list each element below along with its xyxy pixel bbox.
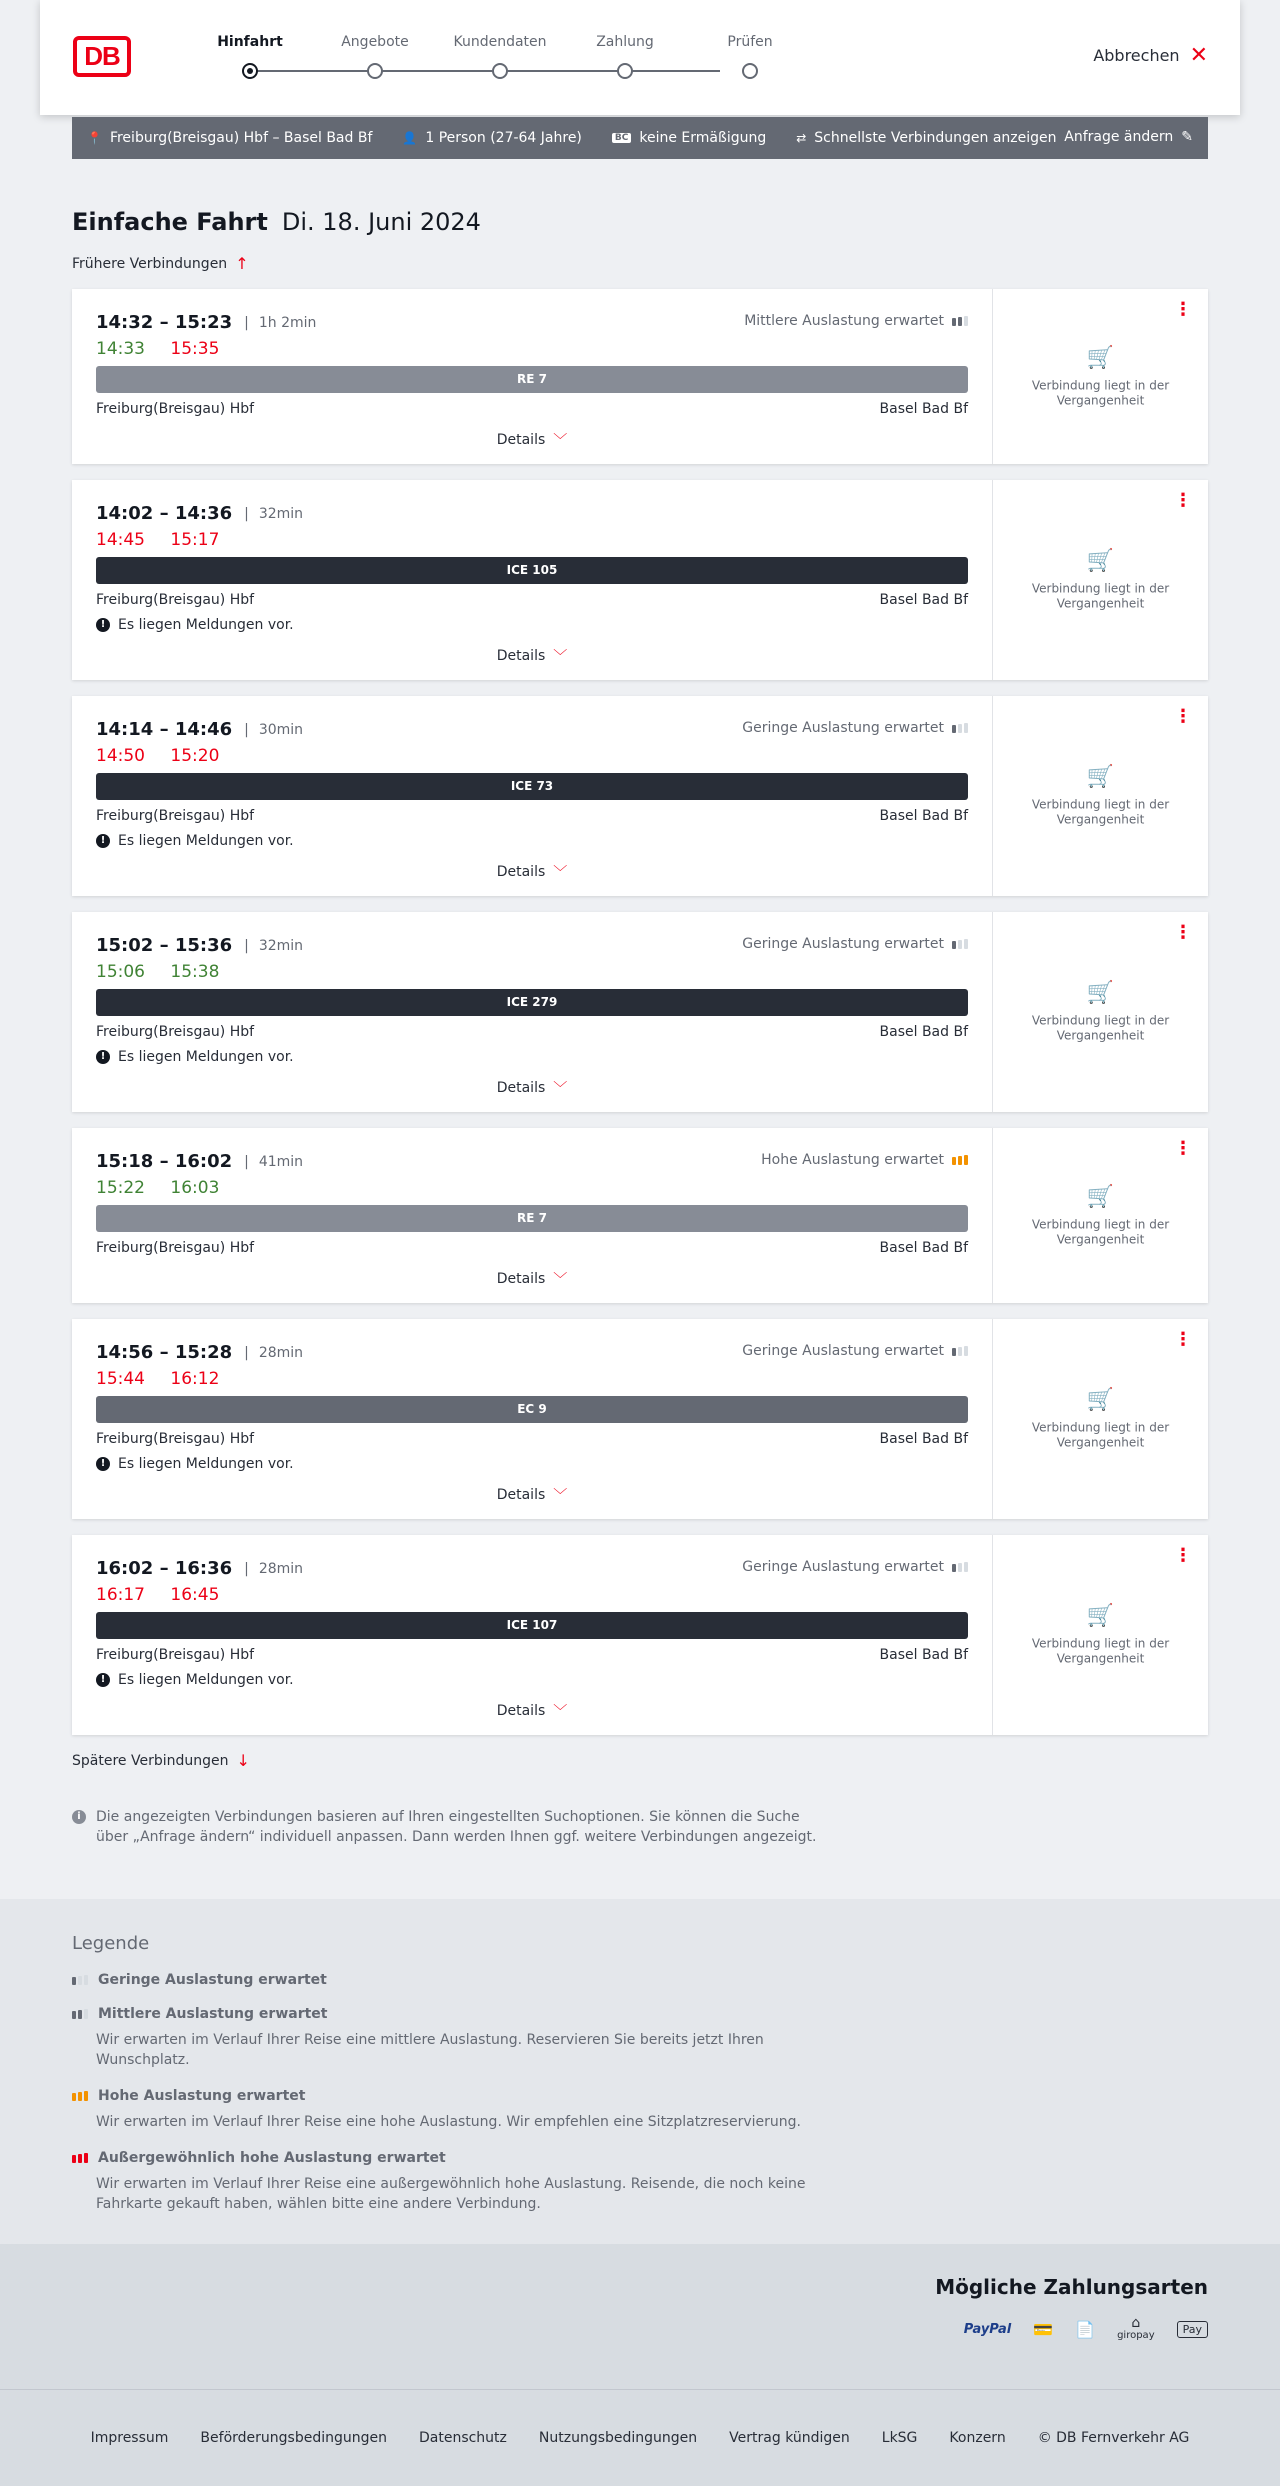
bahncard-icon: BC [612,133,631,143]
realtime-departure: 15:06 [96,962,145,982]
connection-info [72,1128,992,1303]
occupancy-indicator [742,936,968,952]
connection-card [72,1128,1208,1303]
realtime-departure: 14:33 [96,339,145,359]
realtime-arrival: 15:38 [170,962,220,982]
close-icon: ✕ [1189,42,1208,68]
realtime-arrival: 16:03 [170,1178,220,1198]
more-options-icon[interactable]: ⋮ [1174,299,1192,320]
footer-link[interactable]: © DB Fernverkehr AG [1037,2430,1190,2446]
chevron-down-icon: ﹀ [553,649,568,665]
payment-methods-section [0,2244,1280,2389]
occupancy-text: Geringe Auslastung erwartet [742,1343,944,1359]
location-pin-icon: 📍 [87,131,102,145]
high-occupancy-icon [952,1155,968,1165]
passenger-summary [402,130,582,146]
chevron-down-icon: ﹀ [553,1704,568,1720]
arrival-station: Basel Bad Bf [879,808,968,824]
realtime-row [96,1585,968,1605]
occupancy-indicator [742,1343,968,1359]
chevron-down-icon: ﹀ [553,1272,568,1288]
step-label: Kundendaten [453,34,547,50]
sepa-direct-debit-icon: 📄 [1075,2320,1096,2339]
arrival-station: Basel Bad Bf [879,592,968,608]
scheduled-times: 15:02 – 15:36 [96,935,233,956]
realtime-arrival: 16:12 [170,1369,220,1389]
cancel-label: Abbrechen [1093,46,1180,65]
connection-card [72,696,1208,896]
chevron-down-icon: ﹀ [553,433,568,449]
step-label: Angebote [341,34,409,50]
discount-text: keine Ermäßigung [639,130,767,146]
departure-station: Freiburg(Breisgau) Hbf [96,1240,255,1256]
more-options-icon[interactable]: ⋮ [1174,922,1192,943]
separator: | [244,1153,249,1170]
realtime-row [96,1369,968,1389]
travel-duration: 28min [258,1344,304,1361]
legend-item-title-row [72,2150,1208,2166]
connection-card [72,1535,1208,1735]
occupancy-text: Geringe Auslastung erwartet [742,936,944,952]
separator: | [244,721,249,738]
past-connection-notice [993,765,1208,828]
apple-pay-label: Pay [1182,2323,1202,2336]
arrival-station: Basel Bad Bf [879,1647,968,1663]
low-occupancy-icon [952,723,968,733]
past-connection-notice [993,549,1208,612]
travel-duration: 1h 2min [258,314,317,331]
step-dot [492,63,508,79]
train-bar[interactable]: ICE 105 [96,557,968,584]
disruption-message [96,617,968,633]
details-toggle[interactable] [96,1078,968,1098]
search-option-summary [796,130,1056,146]
connection-list [72,289,1208,1735]
separator: | [244,314,249,331]
step-dot [367,63,383,79]
realtime-row [96,962,968,982]
past-connection-notice [993,1604,1208,1667]
alert-icon: ! [96,1457,110,1471]
cart-disabled-icon: 🛒 [1086,345,1115,370]
details-toggle[interactable] [96,646,968,666]
scheduled-times: 14:14 – 14:46 [96,719,233,740]
earlier-connections-label: Frühere Verbindungen [72,255,228,272]
change-request-button[interactable] [1064,129,1193,145]
stations-row [96,592,968,608]
footer-link[interactable]: Impressum [90,2430,169,2446]
occupancy-indicator [744,313,968,329]
realtime-arrival: 16:45 [170,1585,220,1605]
departure-station: Freiburg(Breisgau) Hbf [96,808,255,824]
message-text: Es liegen Meldungen vor. [118,617,294,633]
chevron-down-icon: ﹀ [553,865,568,881]
connection-info [72,696,992,896]
legend-section [0,1899,1280,2244]
low-occupancy-icon [72,1975,88,1985]
footer-link[interactable]: Beförderungsbedingungen [200,2430,387,2446]
change-request-label: Anfrage ändern [1064,129,1174,145]
booking-panel [992,912,1208,1112]
occupancy-text: Hohe Auslastung erwartet [761,1152,944,1168]
alert-icon: ! [96,834,110,848]
high-occupancy-icon [72,2091,88,2101]
step-zahlung [575,34,675,79]
cancel-button[interactable] [1093,42,1208,68]
departure-station: Freiburg(Breisgau) Hbf [96,592,255,608]
past-connection-text: Verbindung liegt in der Vergangenheit [1031,1013,1170,1043]
departure-station: Freiburg(Breisgau) Hbf [96,1024,255,1040]
paypal-icon: PayPal [963,2322,1012,2337]
header [40,0,1240,115]
legend-title: Legende [72,1933,150,1954]
travel-duration: 30min [258,721,304,738]
past-connection-notice [993,345,1208,408]
realtime-arrival: 15:35 [170,339,220,359]
info-text: Die angezeigten Verbindungen basieren auf Ihren eingestellten Suchoptionen. Sie können die Suche über „Anfrage ändern“ individuell anpassen. Dann werden Ihnen ggf. weitere Verbindungen angezeigt. [96,1809,817,1845]
legend-item-title: Außergewöhnlich hohe Auslastung erwartet [98,2150,446,2166]
medium-occupancy-icon [952,316,968,326]
chevron-down-icon: ﹀ [553,1081,568,1097]
train-bar[interactable]: ICE 73 [96,773,968,800]
realtime-departure: 15:22 [96,1178,145,1198]
legend-item-title: Geringe Auslastung erwartet [98,1972,327,1988]
more-options-icon[interactable]: ⋮ [1174,1138,1192,1159]
train-bar[interactable]: RE 7 [96,366,968,393]
page-title: Einfache Fahrt [72,208,268,236]
details-toggle[interactable] [96,1701,968,1721]
later-connections-link[interactable] [72,1751,250,1770]
cart-disabled-icon: 🛒 [1086,1387,1115,1413]
past-connection-text: Verbindung liegt in der Vergangenheit [1031,1420,1170,1450]
legend-list [72,1972,1208,2214]
page-title-row [72,208,1208,236]
details-label: Details [496,1271,546,1287]
details-label: Details [496,1080,546,1096]
departure-station: Freiburg(Breisgau) Hbf [96,1431,255,1447]
message-text: Es liegen Meldungen vor. [118,833,294,849]
route-text: Freiburg(Breisgau) Hbf – Basel Bad Bf [109,130,373,146]
train-bar[interactable]: EC 9 [96,1396,968,1423]
search-option-text: Schnellste Verbindungen anzeigen [814,130,1057,146]
arrival-station: Basel Bad Bf [879,1240,968,1256]
details-toggle[interactable] [96,430,968,450]
legend-item [72,2150,1208,2214]
stations-row [96,1240,968,1256]
arrow-down-icon: ↓ [236,1751,250,1770]
details-toggle[interactable] [96,1269,968,1289]
details-label: Details [496,1487,546,1503]
booking-panel [992,1319,1208,1519]
connection-info [72,1319,992,1519]
travel-date: Di. 18. Juni 2024 [281,208,481,236]
realtime-row [96,530,968,550]
connection-card [72,480,1208,680]
booking-panel [992,480,1208,680]
separator: | [244,937,249,954]
details-label: Details [496,432,546,448]
stations-row [96,1647,968,1663]
details-label: Details [496,648,546,664]
footer-link[interactable]: Vertrag kündigen [729,2430,850,2446]
details-toggle[interactable] [96,862,968,882]
connection-info [72,1535,992,1735]
step-dot [742,63,758,79]
step-label: Prüfen [727,34,773,50]
disruption-message [96,1049,968,1065]
legend-item-title-row [72,2006,1208,2022]
person-icon: 👤 [402,131,418,145]
legend-item-description: Wir erwarten im Verlauf Ihrer Reise eine außergewöhnlich hohe Auslastung. Reisende, die noch keine Fahrkarte gekauft haben, wählen bitte eine andere Verbindung. [96,2176,806,2212]
later-connections-label: Spätere Verbindungen [72,1752,229,1769]
exceptional-occupancy-icon [72,2153,88,2163]
past-connection-notice [993,1184,1208,1247]
train-bar[interactable]: RE 7 [96,1205,968,1232]
stations-row [96,808,968,824]
occupancy-indicator [742,720,968,736]
step-pruefen [700,34,800,79]
separator: | [244,1344,249,1361]
stations-row [96,401,968,417]
departure-station: Freiburg(Breisgau) Hbf [96,1647,255,1663]
legend-item [72,2088,1208,2132]
legend-item-description: Wir erwarten im Verlauf Ihrer Reise eine hohe Auslastung. Wir empfehlen eine Sitzplatzreservierung. [96,2114,801,2130]
connection-info [72,480,992,680]
cart-disabled-icon: 🛒 [1086,764,1115,790]
main-content [0,208,1280,1847]
step-dot [242,63,258,79]
past-connection-notice [993,1388,1208,1451]
pencil-icon: ✎ [1181,129,1193,145]
payment-methods-row [963,2315,1208,2341]
apple-pay-icon [1177,2321,1208,2338]
chevron-down-icon: ﹀ [553,1488,568,1504]
realtime-departure: 16:17 [96,1585,145,1605]
legend-item-title: Hohe Auslastung erwartet [98,2088,306,2104]
info-note [72,1807,832,1847]
booking-panel [992,696,1208,896]
details-toggle[interactable] [96,1485,968,1505]
message-text: Es liegen Meldungen vor. [118,1672,294,1688]
disruption-message [96,1456,968,1472]
departure-station: Freiburg(Breisgau) Hbf [96,401,255,417]
top-bar [0,0,1280,145]
occupancy-indicator [742,1559,968,1575]
connection-card [72,1319,1208,1519]
realtime-row [96,339,968,359]
realtime-departure: 14:45 [96,530,145,550]
realtime-arrival: 15:17 [170,530,220,550]
step-kundendaten [450,34,550,79]
disruption-message [96,1672,968,1688]
more-options-icon[interactable]: ⋮ [1174,706,1192,727]
message-text: Es liegen Meldungen vor. [118,1049,294,1065]
giropay-label: giropay [1117,2330,1155,2341]
more-options-icon[interactable]: ⋮ [1174,1545,1192,1566]
details-label: Details [496,1703,546,1719]
legend-item [72,2006,1208,2070]
train-bar[interactable]: ICE 279 [96,989,968,1016]
route-summary [87,130,372,146]
giropay-icon: ⌂ giropay [1117,2315,1155,2341]
past-connection-text: Verbindung liegt in der Vergangenheit [1031,581,1170,611]
connection-card [72,912,1208,1112]
occupancy-indicator [761,1152,968,1168]
swap-arrows-icon: ⇄ [796,131,807,145]
footer-link[interactable]: LkSG [881,2430,918,2446]
scheduled-times: 14:56 – 15:28 [96,1342,233,1363]
travel-duration: 32min [258,505,304,522]
legend-item [72,1972,1208,1988]
connection-info [72,912,992,1112]
disruption-message [96,833,968,849]
separator: | [244,505,249,522]
stations-row [96,1024,968,1040]
low-occupancy-icon [952,1562,968,1572]
past-connection-text: Verbindung liegt in der Vergangenheit [1031,378,1170,407]
payment-methods-title: Mögliche Zahlungsarten [935,2275,1208,2299]
passenger-text: 1 Person (27-64 Jahre) [425,130,582,146]
footer [0,2389,1280,2486]
footer-link[interactable]: Konzern [949,2430,1006,2446]
low-occupancy-icon [952,1346,968,1356]
details-label: Details [496,864,546,880]
discount-summary [612,130,766,146]
occupancy-text: Geringe Auslastung erwartet [742,720,944,736]
db-logo[interactable]: DB [73,36,131,77]
schedule-row [96,503,968,524]
realtime-row [96,746,968,766]
cart-disabled-icon: 🛒 [1086,548,1115,574]
credit-card-icon: 💳 [1033,2320,1054,2339]
legend-item-title-row [72,2088,1208,2104]
alert-icon: ! [96,1050,110,1064]
realtime-departure: 15:44 [96,1369,145,1389]
step-label: Hinfahrt [217,34,283,50]
more-options-icon[interactable]: ⋮ [1174,490,1192,511]
occupancy-text: Mittlere Auslastung erwartet [744,313,944,329]
earlier-connections-link[interactable] [72,254,249,273]
footer-link[interactable]: Nutzungsbedingungen [538,2430,698,2446]
booking-progress [210,34,773,84]
legend-item-title-row [72,1972,1208,1988]
booking-panel [992,1128,1208,1303]
arrow-up-icon: ↑ [235,254,249,273]
low-occupancy-icon [952,939,968,949]
past-connection-text: Verbindung liegt in der Vergangenheit [1031,1636,1170,1666]
step-dot [617,63,633,79]
booking-panel [992,1535,1208,1735]
occupancy-text: Geringe Auslastung erwartet [742,1559,944,1575]
stations-row [96,1431,968,1447]
scheduled-times: 15:18 – 16:02 [96,1151,233,1172]
past-connection-notice [993,981,1208,1044]
step-label: Zahlung [596,34,654,50]
connection-card [72,289,1208,464]
cart-disabled-icon: 🛒 [1086,980,1115,1006]
travel-duration: 32min [258,937,304,954]
booking-panel [992,289,1208,464]
message-text: Es liegen Meldungen vor. [118,1456,294,1472]
separator: | [244,1560,249,1577]
arrival-station: Basel Bad Bf [879,1431,968,1447]
search-summary-bar [72,117,1208,159]
past-connection-text: Verbindung liegt in der Vergangenheit [1031,1217,1170,1246]
realtime-row [96,1178,968,1198]
cart-disabled-icon: 🛒 [1086,1603,1115,1629]
connection-info [72,289,992,464]
past-connection-text: Verbindung liegt in der Vergangenheit [1031,797,1170,827]
medium-occupancy-icon [72,2009,88,2019]
travel-duration: 41min [258,1153,304,1170]
scheduled-times: 14:02 – 14:36 [96,503,233,524]
step-hinfahrt [200,34,300,79]
alert-icon: ! [96,1673,110,1687]
realtime-arrival: 15:20 [170,746,220,766]
realtime-departure: 14:50 [96,746,145,766]
info-icon: i [72,1810,86,1824]
train-bar[interactable]: ICE 107 [96,1612,968,1639]
arrival-station: Basel Bad Bf [879,401,968,417]
step-angebote [325,34,425,79]
travel-duration: 28min [258,1560,304,1577]
more-options-icon[interactable]: ⋮ [1174,1329,1192,1350]
footer-link[interactable]: Datenschutz [418,2430,507,2446]
alert-icon: ! [96,618,110,632]
legend-item-title: Mittlere Auslastung erwartet [98,2006,328,2022]
scheduled-times: 16:02 – 16:36 [96,1558,233,1579]
scheduled-times: 14:32 – 15:23 [96,312,233,333]
legend-item-description: Wir erwarten im Verlauf Ihrer Reise eine mittlere Auslastung. Reservieren Sie bereits jetzt Ihren Wunschplatz. [96,2032,764,2068]
cart-disabled-icon: 🛒 [1086,1184,1115,1209]
arrival-station: Basel Bad Bf [879,1024,968,1040]
